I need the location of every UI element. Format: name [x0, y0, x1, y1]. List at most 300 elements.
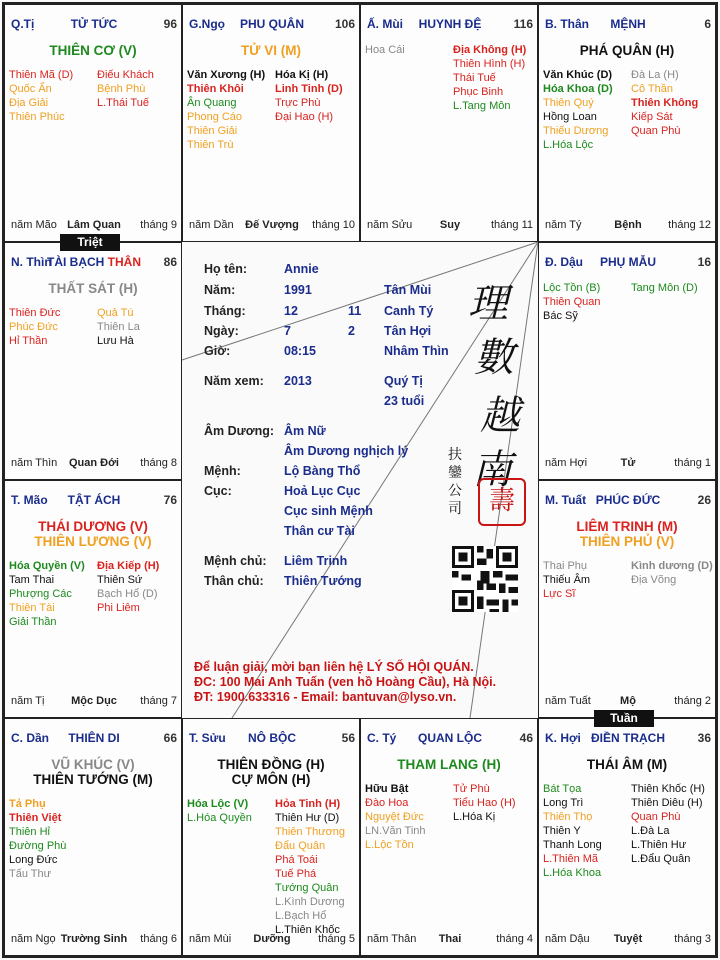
- palace-year: năm Hợi: [545, 457, 588, 469]
- ngay-am: 2: [348, 324, 355, 338]
- minor-star: Thiên Quý: [543, 97, 594, 109]
- palace-footer: [545, 695, 711, 709]
- palace-footer: [367, 933, 533, 947]
- right-stars: [631, 559, 713, 587]
- minor-star: Ân Quang: [187, 97, 237, 109]
- left-stars: [187, 68, 265, 152]
- minor-star: Thiên Diêu (H): [631, 797, 703, 809]
- right-stars: [631, 782, 705, 866]
- palace-month: tháng 7: [140, 695, 177, 707]
- palace-year: năm Ngọ: [11, 933, 56, 945]
- minor-star: Lộc Tồn (B): [543, 282, 601, 294]
- ngay-can-chi: Tân Hợi: [384, 324, 432, 338]
- minor-star: L.Thiên Hư: [631, 839, 687, 851]
- palace-number: 76: [163, 493, 177, 507]
- palace-stage: Suy: [439, 219, 461, 231]
- palace-name: PHỤ MẪU: [600, 255, 656, 269]
- minor-star: Quốc Ấn: [9, 83, 52, 95]
- palace-year: năm Thìn: [11, 457, 58, 469]
- palace-footer: [367, 219, 533, 233]
- minor-star: Tam Thai: [9, 574, 55, 586]
- palace-name: PHÚC ĐỨC: [595, 493, 661, 507]
- minor-star: Thiếu Dương: [543, 125, 609, 137]
- minor-star: Văn Khúc (D): [543, 69, 613, 81]
- palace-stage: Trường Sinh: [60, 933, 128, 945]
- left-stars: [543, 559, 590, 601]
- palace-header: [11, 731, 177, 745]
- palace-name: THIÊN DI: [68, 731, 120, 745]
- minor-star: Hoa Cái: [365, 44, 405, 56]
- am-duong-label: Âm Dương:: [204, 424, 275, 438]
- minor-star: Tang Môn (D): [631, 282, 698, 294]
- minor-star: Bát Tọa: [543, 783, 582, 795]
- palace-year: năm Tị: [11, 695, 45, 707]
- thang-am: 11: [348, 304, 362, 318]
- palace-footer: [11, 695, 177, 709]
- major-star: THAM LANG (H): [397, 757, 501, 772]
- minor-star: Phúc Đức: [9, 321, 58, 333]
- contact-block: [194, 660, 496, 705]
- palace-mui: [360, 4, 538, 242]
- menh-label: Mệnh:: [204, 464, 241, 478]
- palace-year: năm Sửu: [367, 219, 413, 231]
- major-star: LIÊM TRINH (M): [576, 519, 678, 534]
- palace-stage: Quan Đới: [69, 457, 119, 469]
- palace-year: năm Mùi: [189, 933, 232, 945]
- palace-tuat: [538, 480, 716, 718]
- minor-star: Tấu Thư: [9, 868, 52, 880]
- minor-star: Địa Võng: [631, 574, 677, 586]
- palace-ngo: [182, 4, 360, 242]
- minor-star: Thiên Giải: [187, 125, 238, 137]
- cuc-note-1: Cục sinh Mệnh: [284, 504, 373, 518]
- palace-header: [11, 255, 177, 269]
- minor-star: Bác Sỹ: [543, 310, 578, 322]
- palace-name: TẬT ÁCH: [67, 493, 121, 507]
- minor-star: Giải Thần: [9, 616, 57, 628]
- minor-star: Thiên Khốc (H): [631, 783, 705, 795]
- palace-name: HUYNH ĐỆ: [418, 17, 482, 31]
- qr-code: [452, 546, 518, 612]
- minor-star: Thái Tuế: [453, 72, 496, 84]
- menh-value: Lộ Bàng Thổ: [284, 464, 361, 478]
- left-stars: [9, 68, 73, 124]
- palace-branch: N. Thìn: [11, 255, 52, 269]
- minor-star: Thiên Sứ: [97, 574, 143, 586]
- minor-star: L.Kình Dương: [275, 896, 345, 908]
- thang-value: 12: [284, 304, 298, 318]
- am-duong-note: Âm Dương nghịch lý: [284, 444, 409, 458]
- minor-star: LN.Văn Tinh: [365, 825, 426, 837]
- palace-stage: Mộc Dục: [71, 695, 117, 707]
- minor-star: Đà La (H): [631, 69, 679, 81]
- palace-header: [367, 17, 533, 31]
- minor-star: Địa Kiếp (H): [97, 560, 160, 572]
- left-stars: [543, 281, 600, 323]
- minor-star: Địa Không (H): [453, 44, 527, 56]
- cuc-label: Cục:: [204, 484, 232, 498]
- palace-name: TÀI BẠCH THÂN: [47, 255, 141, 269]
- minor-star: Thiên Phúc: [9, 111, 65, 123]
- left-stars: [365, 782, 426, 852]
- palace-branch: K. Hợi: [545, 731, 581, 745]
- minor-star: Phi Liêm: [97, 602, 140, 614]
- palace-thin: [4, 242, 182, 480]
- major-star: THIÊN CƠ (V): [49, 43, 137, 58]
- minor-star: L.Đẩu Quân: [631, 853, 691, 865]
- ho-ten-label: Họ tên:: [204, 262, 248, 276]
- palace-number: 16: [697, 255, 711, 269]
- minor-star: L.Đà La: [631, 825, 670, 837]
- minor-star: Hóa Lộc (V): [187, 798, 249, 810]
- palace-header: [189, 17, 355, 31]
- am-duong-value: Âm Nữ: [284, 424, 326, 438]
- palace-year: năm Tuất: [545, 695, 591, 707]
- major-stars: [361, 757, 537, 772]
- palace-stage: Thai: [438, 933, 462, 945]
- minor-star: Thiên Tài: [9, 602, 55, 614]
- minor-star: Kiếp Sát: [631, 111, 673, 123]
- minor-star: Tả Phụ: [9, 798, 46, 810]
- palace-mao: [4, 480, 182, 718]
- palace-branch: C. Dần: [11, 731, 50, 745]
- minor-star: Hỏa Tinh (H): [275, 798, 341, 810]
- palace-dau: [538, 242, 716, 480]
- palace-footer: [11, 219, 177, 233]
- palace-stage: Đế Vượng: [245, 219, 299, 231]
- palace-name: MỆNH: [610, 17, 646, 31]
- minor-star: L.Lộc Tồn: [365, 839, 414, 851]
- major-star: CỰ MÔN (H): [231, 772, 311, 787]
- minor-star: Linh Tinh (D): [275, 83, 343, 95]
- palace-name: TỬ TỨC: [70, 17, 118, 31]
- minor-star: Bạch Hổ (D): [97, 588, 158, 600]
- right-stars: [97, 306, 140, 348]
- palace-month: tháng 11: [490, 219, 533, 231]
- right-stars: [631, 281, 698, 295]
- right-stars: [453, 43, 526, 113]
- minor-star: Phục Binh: [453, 86, 504, 98]
- palace-number: 6: [704, 17, 711, 31]
- logo-char-1: 理: [468, 281, 508, 327]
- left-stars: [365, 43, 405, 57]
- minor-star: Long Đức: [9, 854, 58, 866]
- major-stars: [5, 281, 181, 296]
- menh-chu-label: Mệnh chủ:: [204, 554, 267, 568]
- minor-star: Thiên Mã (D): [9, 69, 74, 81]
- palace-month: tháng 1: [674, 457, 711, 469]
- left-stars: [543, 782, 602, 880]
- nam-value: 1991: [284, 283, 312, 297]
- palace-header: [11, 493, 177, 507]
- nam-xem-value: 2013: [284, 374, 312, 388]
- minor-star: L.Bạch Hổ: [275, 910, 327, 922]
- palace-header: [545, 493, 711, 507]
- tuoi: 23 tuổi: [384, 394, 425, 408]
- palace-dan: [4, 718, 182, 956]
- minor-star: L.Thiên Khốc: [275, 924, 340, 936]
- palace-number: 96: [163, 17, 177, 31]
- palace-name: QUAN LỘC: [418, 731, 482, 745]
- palace-month: tháng 9: [140, 219, 177, 231]
- logo-char-4: 南: [472, 447, 512, 493]
- major-stars: [5, 519, 181, 549]
- major-star: THIÊN PHỦ (V): [579, 534, 675, 549]
- major-star: THIÊN TƯỚNG (M): [33, 772, 153, 787]
- gio-value: 08:15: [284, 344, 316, 358]
- palace-branch: M. Tuất: [545, 493, 587, 507]
- minor-star: Hồng Loan: [543, 111, 597, 123]
- palace-month: tháng 4: [496, 933, 533, 945]
- nam-can-chi: Tân Mùi: [384, 283, 432, 297]
- palace-ti: [360, 718, 538, 956]
- minor-star: Thiên Hỉ: [9, 826, 50, 838]
- palace-footer: [11, 933, 177, 947]
- thang-label: Tháng:: [204, 304, 246, 318]
- minor-star: Bệnh Phù: [97, 83, 146, 95]
- right-stars: [275, 797, 345, 937]
- palace-branch: T. Sửu: [189, 731, 226, 745]
- palace-branch: C. Tý: [367, 731, 397, 745]
- right-stars: [97, 68, 154, 110]
- palace-header: [545, 17, 711, 31]
- palace-number: 86: [163, 255, 177, 269]
- left-stars: [9, 306, 60, 348]
- palace-stage: Mộ: [620, 695, 636, 707]
- palace-year: năm Tý: [545, 219, 582, 231]
- major-star: PHÁ QUÂN (H): [579, 43, 675, 58]
- minor-star: Thiên Việt: [9, 812, 62, 824]
- minor-star: Thiên Hư (D): [275, 812, 340, 824]
- major-star: THIÊN ĐỒNG (H): [217, 757, 325, 772]
- palace-than: [538, 4, 716, 242]
- palace-name: PHU QUÂN: [239, 17, 305, 31]
- palace-number: 36: [697, 731, 711, 745]
- palace-name: ĐIỀN TRẠCH: [591, 731, 665, 745]
- right-stars: [97, 559, 159, 615]
- minor-star: L.Thái Tuế: [97, 97, 149, 109]
- minor-star: Phong Cáo: [187, 111, 243, 123]
- palace-branch: Q.Tị: [11, 17, 35, 31]
- nam-label: Năm:: [204, 283, 236, 297]
- minor-star: Quan Phù: [631, 125, 681, 137]
- palace-header: [189, 731, 355, 745]
- minor-star: Trực Phù: [275, 97, 321, 109]
- major-stars: [539, 519, 715, 549]
- palace-month: tháng 2: [674, 695, 711, 707]
- major-star: THẤT SÁT (H): [48, 281, 138, 296]
- minor-star: Thiếu Âm: [543, 574, 591, 586]
- minor-star: Tướng Quân: [275, 882, 339, 894]
- minor-star: Đường Phù: [9, 840, 67, 852]
- ho-ten-value: Annie: [284, 262, 319, 276]
- palace-stage: Bệnh: [614, 219, 642, 231]
- palace-number: 56: [341, 731, 355, 745]
- minor-star: Hữu Bật: [365, 783, 409, 795]
- minor-star: Tuế Phá: [275, 868, 317, 880]
- minor-star: Quan Phù: [631, 811, 681, 823]
- palace-footer: [11, 457, 177, 471]
- red-seal-stamp: 壽: [478, 478, 526, 526]
- palace-suu: [182, 718, 360, 956]
- minor-star: Thanh Long: [543, 839, 602, 851]
- minor-star: Đại Hao (H): [275, 111, 334, 123]
- major-stars: [5, 43, 181, 58]
- palace-stage: Tuyệt: [613, 933, 643, 945]
- right-stars: [631, 68, 698, 138]
- palace-stage: Dưỡng: [253, 933, 291, 945]
- than-chu-value: Thiên Tướng: [284, 574, 362, 588]
- triet-badge: Triệt: [60, 234, 120, 251]
- minor-star: Thiên Trù: [187, 139, 234, 151]
- menh-chu-value: Liêm Trinh: [284, 554, 348, 568]
- minor-star: Đẩu Quân: [275, 840, 326, 852]
- palace-branch: Đ. Dậu: [545, 255, 584, 269]
- minor-star: Thiên Hình (H): [453, 58, 526, 70]
- minor-star: Hóa Kị (H): [275, 69, 329, 81]
- major-star: VŨ KHÚC (V): [51, 757, 135, 772]
- minor-star: Hóa Quyền (V): [9, 560, 85, 572]
- minor-star: Thiên Thương: [275, 826, 346, 838]
- gio-label: Giờ:: [204, 344, 231, 358]
- minor-star: L.Hóa Quyền: [187, 812, 252, 824]
- palace-header: [545, 255, 711, 269]
- minor-star: Hóa Khoa (D): [543, 83, 613, 95]
- palace-branch: Ấ. Mùi: [367, 17, 403, 31]
- logo-char-2: 數: [474, 335, 514, 381]
- palace-year: năm Mão: [11, 219, 57, 231]
- minor-star: Quả Tú: [97, 307, 134, 319]
- minor-star: Tiểu Hao (H): [453, 797, 516, 809]
- contact-line-3: ĐT: 1900.633316 - Email: bantuvan@lyso.vn.: [194, 690, 457, 704]
- palace-footer: [545, 933, 711, 947]
- right-stars: [453, 782, 516, 824]
- palace-footer: [189, 219, 355, 233]
- minor-star: Đào Hoa: [365, 797, 409, 809]
- minor-star: L.Hóa Kị: [453, 811, 496, 823]
- major-star: THIÊN LƯƠNG (V): [34, 534, 152, 549]
- palace-footer: [189, 933, 355, 947]
- logo-char-3: 越: [480, 393, 520, 439]
- palace-header: [367, 731, 533, 745]
- minor-star: L.Hóa Lộc: [543, 139, 594, 151]
- minor-star: Điếu Khách: [97, 69, 154, 81]
- minor-star: Thai Phụ: [543, 560, 588, 572]
- minor-star: L.Tang Môn: [453, 100, 511, 112]
- minor-star: Lực Sĩ: [543, 588, 576, 600]
- palace-month: tháng 8: [140, 457, 177, 469]
- minor-star: Cô Thần: [631, 83, 673, 95]
- palace-branch: B. Thân: [545, 17, 589, 31]
- major-stars: [539, 43, 715, 58]
- minor-star: Địa Giải: [9, 97, 49, 109]
- palace-stage: Lâm Quan: [67, 219, 121, 231]
- nam-xem-label: Năm xem:: [204, 374, 264, 388]
- palace-stage: Tử: [620, 457, 636, 469]
- minor-star: Thiên Thọ: [543, 811, 593, 823]
- palace-header: [11, 17, 177, 31]
- gio-can-chi: Nhâm Thìn: [384, 344, 449, 358]
- left-stars: [9, 797, 66, 881]
- minor-star: L.Hóa Khoa: [543, 867, 602, 879]
- palace-name: NÔ BỘC: [248, 731, 296, 745]
- palace-year: năm Dậu: [545, 933, 590, 945]
- minor-star: Văn Xương (H): [187, 69, 266, 81]
- palace-number: 46: [519, 731, 533, 745]
- major-star: TỬ VI (M): [241, 43, 301, 58]
- minor-star: L.Thiên Mã: [543, 853, 599, 865]
- minor-star: Thiên Quan: [543, 296, 601, 308]
- than-chu-label: Thân chủ:: [204, 574, 264, 588]
- cuc-value: Hoả Lục Cục: [284, 484, 361, 498]
- right-stars: [275, 68, 343, 124]
- ngay-label: Ngày:: [204, 324, 239, 338]
- major-stars: [183, 43, 359, 58]
- logo-small-text: 扶鑾公司: [448, 447, 462, 517]
- palace-month: tháng 12: [668, 219, 711, 231]
- left-stars: [543, 68, 613, 152]
- minor-star: Lưu Hà: [97, 335, 134, 347]
- palace-year: năm Dần: [189, 219, 234, 231]
- palace-month: tháng 3: [674, 933, 711, 945]
- palace-year: năm Thân: [367, 933, 417, 945]
- minor-star: Hỉ Thần: [9, 335, 48, 347]
- palace-month: tháng 6: [140, 933, 177, 945]
- ngay-value: 7: [284, 324, 291, 338]
- minor-star: Thiên Khôi: [187, 83, 244, 95]
- cuc-note-2: Thân cư Tài: [284, 524, 355, 538]
- minor-star: Kình dương (D): [631, 560, 713, 572]
- minor-star: Thiên Đức: [9, 307, 61, 319]
- minor-star: Thiên Không: [631, 97, 699, 109]
- left-stars: [9, 559, 85, 629]
- nam-xem-can-chi: Quý Tị: [384, 374, 423, 388]
- contact-line-1: Để luận giải, mời bạn liên hệ LÝ SỐ HỘI QUÁN.: [194, 660, 474, 674]
- palace-branch: T. Mão: [11, 493, 48, 507]
- major-star: THÁI DƯƠNG (V): [38, 519, 148, 534]
- major-star: THÁI ÂM (M): [586, 757, 668, 772]
- palace-branch: G.Ngọ: [189, 17, 225, 31]
- palace-month: tháng 5: [318, 933, 355, 945]
- palace-footer: [545, 219, 711, 233]
- palace-number: 66: [163, 731, 177, 745]
- thang-can-chi: Canh Tý: [384, 304, 434, 318]
- minor-star: Long Trì: [543, 797, 584, 809]
- minor-star: Nguyệt Đức: [365, 811, 424, 823]
- minor-star: Thiên Y: [543, 825, 581, 837]
- palace-hoi: [538, 718, 716, 956]
- than-marker: THÂN: [107, 255, 141, 269]
- major-stars: [5, 757, 181, 787]
- minor-star: Phượng Các: [9, 588, 72, 600]
- palace-number: 26: [697, 493, 711, 507]
- tuan-badge: Tuần: [594, 710, 654, 727]
- minor-star: Tử Phù: [453, 783, 490, 795]
- minor-star: Phá Toái: [275, 854, 318, 866]
- contact-line-2: ĐC: 100 Mai Anh Tuấn (ven hồ Hoàng Cầu), Hà Nội.: [194, 675, 497, 689]
- major-stars: [539, 757, 715, 772]
- left-stars: [187, 797, 252, 825]
- major-stars: [183, 757, 359, 787]
- palace-number: 106: [334, 17, 355, 31]
- minor-star: Thiên La: [97, 321, 140, 333]
- palace-footer: [545, 457, 711, 471]
- palace-ty: [4, 4, 182, 242]
- center-info: [182, 242, 538, 718]
- palace-header: [545, 731, 711, 745]
- palace-month: tháng 10: [312, 219, 355, 231]
- palace-number: 116: [513, 17, 533, 31]
